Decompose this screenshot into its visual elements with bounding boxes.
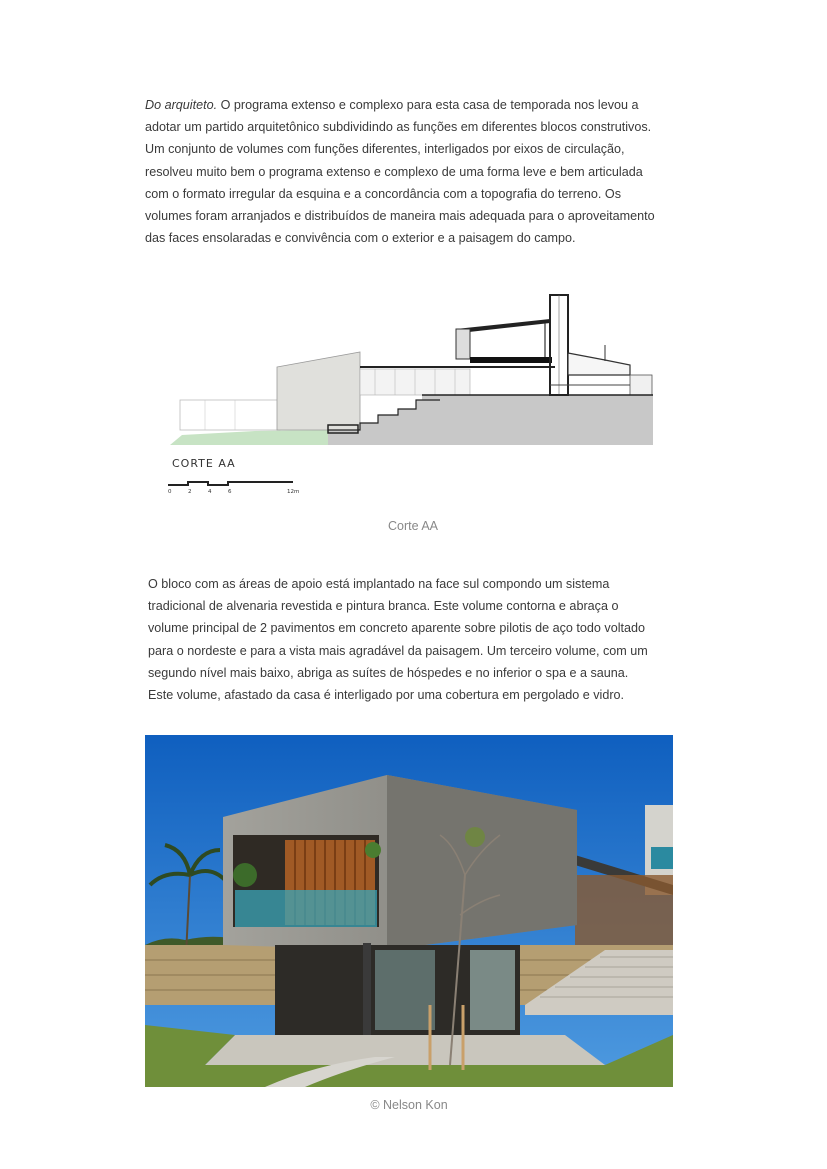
scale-label: 12m bbox=[287, 489, 300, 495]
house-photo-svg bbox=[145, 735, 673, 1087]
scale-label: 4 bbox=[208, 489, 212, 495]
drawing-title: CORTE AA bbox=[172, 457, 236, 470]
paragraph-line: Do arquiteto. O programa extenso e complexo para esta casa de temporada nos levou a bbox=[145, 98, 639, 112]
house-photo bbox=[145, 735, 673, 1087]
scale-bar bbox=[168, 482, 293, 485]
stone-wall bbox=[277, 352, 360, 430]
scale-label: 6 bbox=[228, 489, 232, 495]
ground-mass bbox=[328, 395, 653, 445]
left-outline bbox=[180, 400, 280, 430]
section-drawing bbox=[160, 285, 670, 500]
paragraph-support-block bbox=[148, 573, 688, 706]
right-gable bbox=[568, 353, 630, 375]
paragraph-architect bbox=[145, 94, 685, 249]
paragraph-line: adotar um partido arquitetônico subdividindo as funções em diferentes blocos construtivos. bbox=[145, 120, 652, 135]
upper-slab bbox=[470, 357, 552, 363]
paragraph-line: O bloco com as áreas de apoio está implantado na face sul compondo um sistema bbox=[148, 577, 610, 591]
paragraph-line: resolveu muito bem o programa extenso e complexo de uma forma leve e bem articulada bbox=[145, 164, 643, 179]
paragraph-line: para o nordeste e para a vista mais agradável da paisagem. Um terceiro volume, com um bbox=[148, 643, 648, 658]
paragraph-line: Este volume, afastado da casa é interligado por uma cobertura em pergolado e vidro. bbox=[148, 688, 625, 703]
paragraph-line: das faces ensolaradas e convivência com o exterior e a paisagem do campo. bbox=[145, 231, 576, 246]
paragraph-line: com o formato irregular da esquina e a concordância com a topografia do terreno. Os bbox=[145, 186, 622, 201]
scale-label: 0 bbox=[168, 489, 172, 495]
grass-slope bbox=[170, 430, 328, 445]
section-drawing-svg bbox=[160, 285, 670, 500]
scale-label: 2 bbox=[188, 489, 192, 495]
glass-railing bbox=[235, 890, 377, 927]
paragraph-line: Um conjunto de volumes com funções diferentes, interligados por eixos de circulação, bbox=[145, 142, 625, 157]
paragraph-line: tradicional de alvenaria revestida e pintura branca. Este volume contorna e abraça o bbox=[148, 599, 619, 614]
photo-credit: © Nelson Kon bbox=[370, 1098, 448, 1112]
figure-caption: Corte AA bbox=[387, 519, 439, 533]
paragraph-line: volume principal de 2 pavimentos em concreto aparente sobre pilotis de aço todo voltado bbox=[148, 621, 646, 636]
steel-column bbox=[363, 943, 371, 1043]
lead-italic: Do arquiteto. bbox=[145, 98, 218, 112]
paragraph-line: segundo nível mais baixo, abriga as suítes de hóspedes e no inferior o spa e a sauna. bbox=[148, 665, 629, 680]
paragraph-line: volumes foram arranjados e distribuídos de maneira mais adequada para o aproveitamento bbox=[145, 209, 655, 224]
